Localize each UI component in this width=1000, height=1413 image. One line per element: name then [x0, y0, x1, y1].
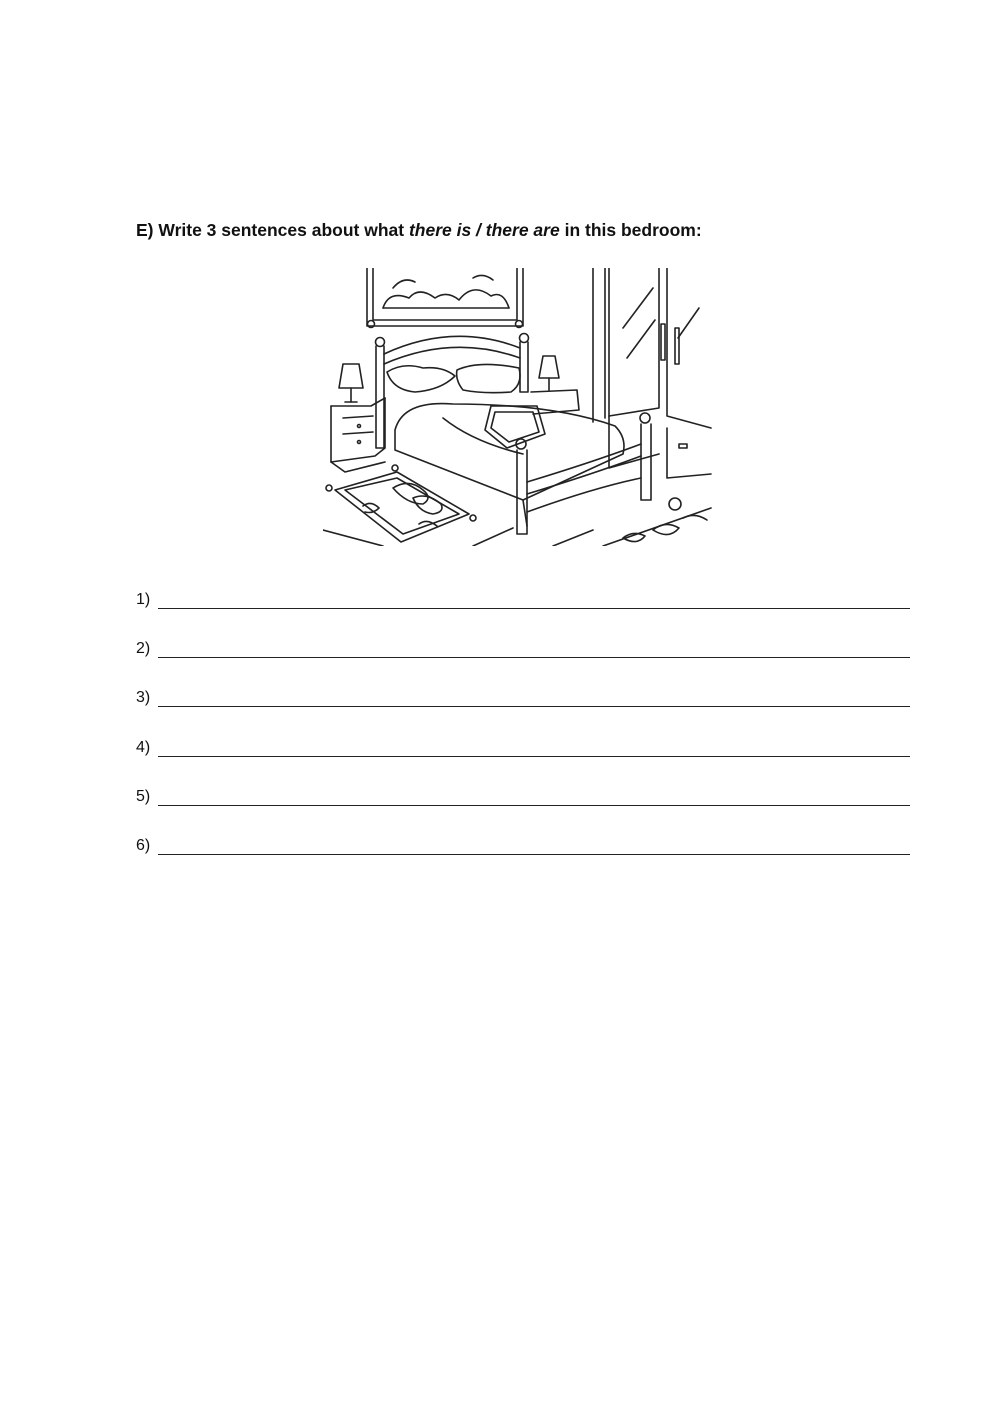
rug-with-slippers [326, 465, 476, 542]
exercise-instruction [136, 220, 702, 241]
instruction-emphasis: there is / there are [408, 220, 560, 240]
line-number: 2) [136, 640, 151, 658]
line-number: 6) [136, 836, 151, 854]
answer-blank[interactable] [158, 787, 910, 806]
instruction-suffix: in this bedroom: [559, 220, 702, 240]
left-nightstand [331, 364, 385, 472]
answer-line [136, 738, 910, 787]
line-number: 1) [136, 591, 151, 608]
answer-line [136, 787, 910, 836]
floor-line [323, 530, 383, 546]
answer-blank[interactable] [158, 688, 910, 707]
answer-blank[interactable] [158, 738, 910, 757]
answer-blank[interactable] [158, 590, 910, 609]
floor-line [553, 530, 593, 546]
line-number: 5) [136, 787, 151, 805]
bedroom-illustration-icon [323, 268, 713, 546]
answer-lines [136, 590, 910, 885]
floor-rug [603, 498, 711, 546]
floor-line [473, 528, 513, 546]
wardrobe [593, 268, 711, 478]
answer-blank[interactable] [158, 639, 910, 658]
instruction-prefix: E) Write 3 sentences about what [136, 220, 409, 240]
wall-picture [367, 268, 523, 328]
answer-line [136, 688, 910, 737]
right-nightstand [531, 356, 579, 414]
line-number: 3) [136, 689, 151, 707]
answer-line [136, 639, 910, 688]
line-number: 4) [136, 738, 151, 756]
answer-line [136, 590, 910, 639]
answer-blank[interactable] [158, 836, 910, 855]
answer-line [136, 836, 910, 885]
